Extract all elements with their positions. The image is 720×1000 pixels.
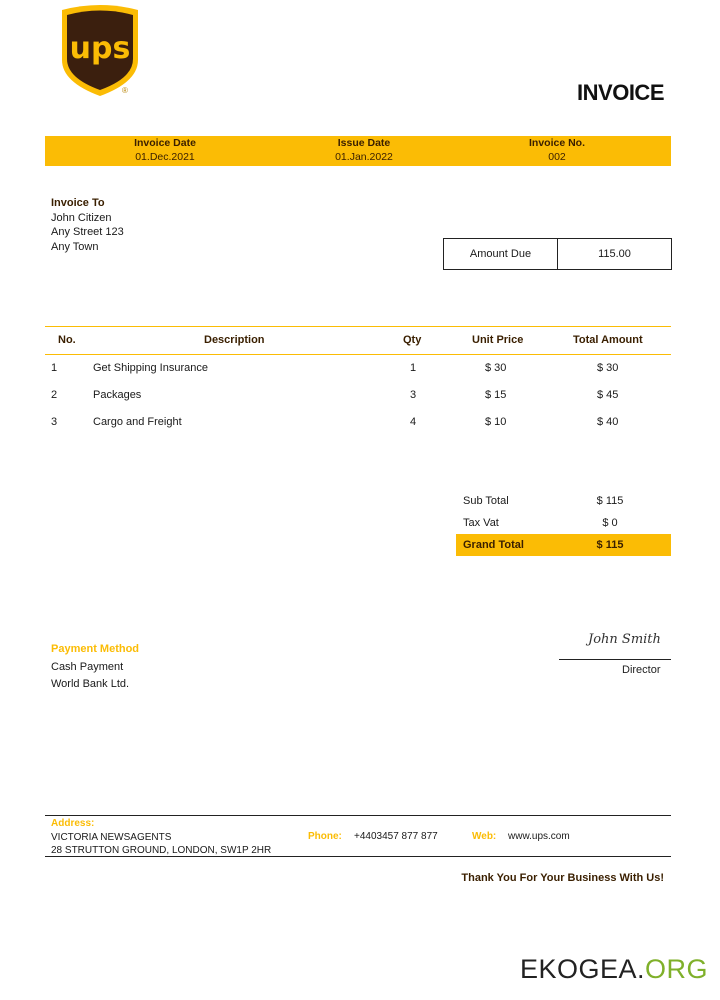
logo-text: ups bbox=[69, 31, 131, 66]
payment-bank: World Bank Ltd. bbox=[51, 678, 130, 690]
watermark-part-1: EKOGEA. bbox=[519, 954, 645, 984]
row-unit-price: $ 30 bbox=[485, 362, 507, 374]
bill-to-heading: Invoice To bbox=[51, 197, 105, 209]
grand-total-label: Grand Total bbox=[463, 539, 524, 551]
grand-total-row bbox=[456, 534, 671, 556]
subtotal-value: $ 115 bbox=[596, 495, 624, 507]
payment-heading: Payment Method bbox=[51, 643, 140, 655]
row-total: $ 30 bbox=[597, 362, 619, 374]
row-no: 3 bbox=[51, 416, 58, 428]
row-no: 2 bbox=[51, 389, 58, 401]
payment-method bbox=[51, 643, 139, 695]
invoice-date bbox=[65, 136, 265, 164]
address-line-2: 28 STRUTTON GROUND, LONDON, SW1P 2HR bbox=[51, 845, 272, 856]
row-unit-price: $ 10 bbox=[485, 416, 507, 428]
shield-icon bbox=[58, 2, 142, 98]
signature-line bbox=[559, 659, 671, 660]
row-total: $ 40 bbox=[597, 416, 619, 428]
invoice-date-label: Invoice Date bbox=[134, 137, 196, 149]
signature: John Smith bbox=[588, 632, 661, 647]
row-no: 1 bbox=[51, 362, 58, 374]
col-no-header: No. bbox=[58, 334, 76, 346]
row-unit-price: $ 15 bbox=[485, 389, 507, 401]
amount-due-box bbox=[443, 238, 672, 270]
row-total: $ 45 bbox=[597, 389, 619, 401]
footer bbox=[45, 815, 671, 857]
bill-to-street: Any Street 123 bbox=[51, 226, 124, 238]
grand-total-value: $ 115 bbox=[596, 539, 624, 551]
address-label: Address: bbox=[51, 818, 95, 829]
phone-value: +4403457 877 877 bbox=[354, 831, 438, 842]
invoice-info-bar bbox=[45, 136, 671, 166]
tax-row bbox=[456, 512, 671, 534]
col-description-header: Description bbox=[204, 334, 265, 346]
row-description: Packages bbox=[93, 389, 142, 401]
payment-method-value: Cash Payment bbox=[51, 661, 124, 673]
thank-you-note: Thank You For Your Business With Us! bbox=[461, 872, 664, 884]
watermark bbox=[520, 954, 708, 985]
invoice-number-value: 002 bbox=[548, 151, 566, 163]
issue-date-label: Issue Date bbox=[337, 137, 391, 149]
bill-to-town: Any Town bbox=[51, 240, 99, 253]
ups-logo bbox=[58, 2, 142, 98]
web-label: Web: bbox=[472, 831, 497, 842]
issue-date-value: 01.Jan.2022 bbox=[335, 151, 393, 163]
signature-role: Director bbox=[622, 664, 661, 676]
row-qty: 3 bbox=[410, 389, 417, 401]
col-unit-price-header: Unit Price bbox=[472, 334, 524, 346]
bill-to bbox=[51, 196, 124, 254]
phone-label: Phone: bbox=[308, 831, 342, 842]
row-qty: 1 bbox=[410, 362, 417, 374]
table-row bbox=[45, 412, 671, 432]
watermark-part-2: ORG bbox=[644, 954, 708, 984]
document-title: INVOICE bbox=[577, 80, 664, 105]
tax-value: $ 0 bbox=[602, 517, 618, 529]
address-line-1: VICTORIA NEWSAGENTS bbox=[51, 832, 172, 843]
web-link[interactable]: www.ups.com bbox=[508, 831, 570, 842]
amount-due-label: Amount Due bbox=[469, 248, 532, 260]
issue-date bbox=[264, 136, 464, 164]
items-table-header bbox=[45, 326, 671, 355]
registered-mark: ® bbox=[122, 86, 128, 95]
invoice-number bbox=[457, 136, 657, 164]
row-qty: 4 bbox=[410, 416, 417, 428]
invoice-number-label: Invoice No. bbox=[528, 137, 585, 149]
tax-label: Tax Vat bbox=[463, 517, 499, 529]
amount-due-value: 115.00 bbox=[557, 239, 671, 269]
totals-block bbox=[456, 490, 671, 556]
bill-to-name: John Citizen bbox=[51, 211, 112, 224]
subtotal-label: Sub Total bbox=[463, 495, 509, 507]
table-row bbox=[45, 358, 671, 378]
subtotal-row bbox=[456, 490, 671, 512]
table-row bbox=[45, 385, 671, 405]
row-description: Get Shipping Insurance bbox=[93, 362, 208, 374]
row-description: Cargo and Freight bbox=[93, 416, 182, 428]
col-qty-header: Qty bbox=[403, 334, 422, 346]
invoice-date-value: 01.Dec.2021 bbox=[135, 151, 195, 163]
col-total-header: Total Amount bbox=[573, 334, 643, 346]
